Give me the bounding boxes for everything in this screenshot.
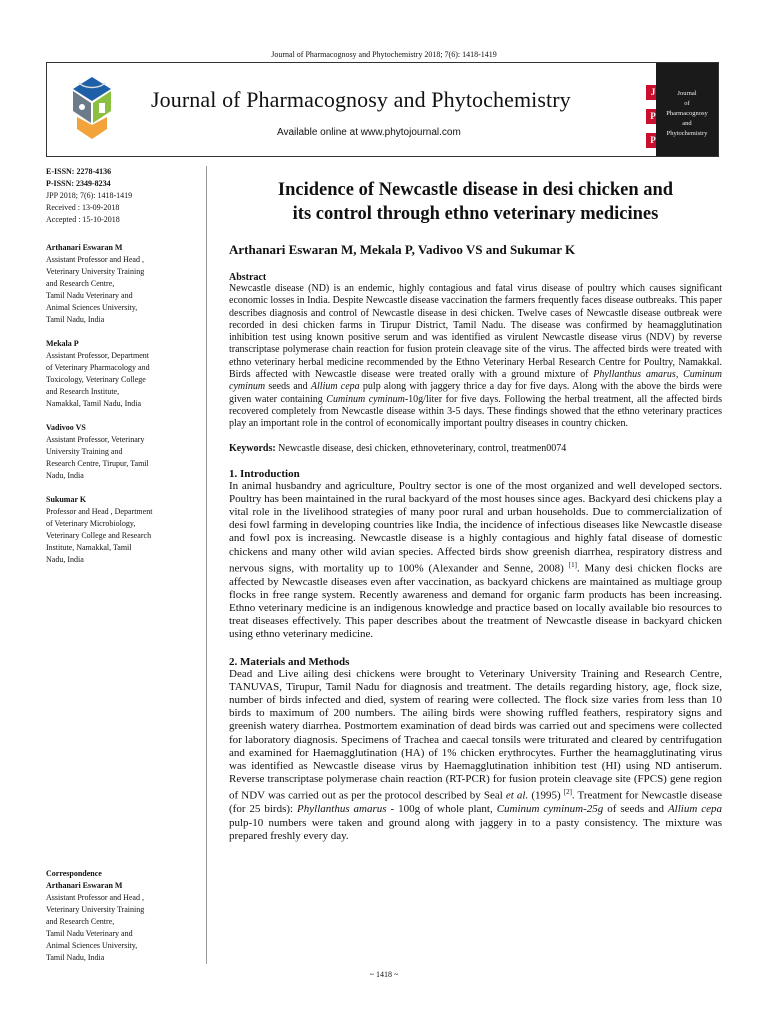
affiliation-line: Assistant Professor and Head , bbox=[46, 255, 144, 264]
correspondence-line: and Research Centre, bbox=[46, 917, 115, 926]
affiliation-author-name: Arthanari Eswaran M bbox=[46, 243, 123, 252]
article-title: Incidence of Newcastle disease in desi chicken and its control through ethno veterinary medicines bbox=[277, 180, 674, 224]
accepted-date: Accepted : 15-10-2018 bbox=[46, 215, 120, 224]
jpp-info: JPP 2018; 7(6): 1418-1419 bbox=[46, 191, 133, 200]
top-citation: Journal of Pharmacognosy and Phytochemistry 2018; 7(6): 1418-1419 bbox=[271, 50, 497, 59]
journal-title: Journal of Pharmacognosy and Phytochemistry bbox=[151, 87, 571, 112]
keywords: Keywords: Newcastle disease, desi chicken, ethnoveterinary, control, treatmen0074 bbox=[229, 442, 567, 454]
affiliations bbox=[46, 242, 206, 566]
affiliation-line: Animal Sciences University, bbox=[46, 303, 138, 312]
received-date: Received : 13-09-2018 bbox=[46, 203, 120, 212]
affiliation-line: Institute, Namakkal, Tamil bbox=[46, 543, 132, 552]
affiliation-line: Veterinary College and Research bbox=[46, 531, 152, 540]
correspondence-line: Assistant Professor and Head , bbox=[46, 893, 144, 902]
article-authors: Arthanari Eswaran M, Mekala P, Vadivoo VS and Sukumar K bbox=[229, 242, 576, 257]
eissn: E-ISSN: 2278-4136 bbox=[46, 167, 112, 176]
affiliation-block bbox=[46, 494, 206, 566]
journal-logo-icon bbox=[57, 73, 127, 145]
pissn: P-ISSN: 2349-8234 bbox=[46, 179, 111, 188]
section-introduction-heading: 1. Introduction bbox=[229, 467, 300, 480]
affiliation-line: Tamil Nadu, India bbox=[46, 315, 105, 324]
correspondence-label: Correspondence bbox=[46, 869, 102, 878]
affiliation-line: Nadu, India bbox=[46, 555, 84, 564]
affiliation-block bbox=[46, 422, 206, 482]
affiliation-line: Tamil Nadu Veterinary and bbox=[46, 291, 133, 300]
abstract-text: Newcastle disease (ND) is an endemic, highly contagious and fatal virus disease of poultry which causes significant economic losses in India. Despite Newcastle disease vaccination the farmers frequently faces disease outbreaks. This paper describes diagnosis and control of Newcastle disease in desi chicken. Twelve cases of Newcastle disease outbreak were recorded in desi chicken farms in Tirupur District, Tamil Nadu. The disease was confirmed by heamagglutination inhibition test using known positive serum and was identified as virulent Newcastle disease virus (NDV) by reverse transcriptase polymerase chain reaction for fusion protein cleavage site of the virus. The affected birds were treated with ethno veterinary herbal medicine recommended by the Ethno Veterinary Herbal Research Centre for Poultry, Namakkal. Birds affected with Newcastle disease were treated orally with a ground mixture of Phyllanthus amarus, Cuminum cyminum seeds and Allium cepa pulp along with jaggery thrice a day for five days. Along with the above the birds were given water containing Cuminum cyminum-10g/liter for five days. Following the herbal treatment, all the affected birds recovered completely from Newcastle disease within 3-5 days. These findings showed that the ethno veterinary practices play an important role in the control of economically important poultry diseases in country chicken. bbox=[229, 283, 723, 430]
affiliation-author-name: Vadivoo VS bbox=[46, 423, 86, 432]
affiliation-line: Assistant Professor, Department bbox=[46, 351, 149, 360]
affiliation-block bbox=[46, 242, 206, 326]
affiliation-line: Assistant Professor, Veterinary bbox=[46, 435, 145, 444]
affiliation-author-name: Sukumar K bbox=[46, 495, 87, 504]
page-number: ~ 1418 ~ bbox=[369, 970, 399, 979]
affiliation-line: Veterinary University Training bbox=[46, 267, 145, 276]
column-divider bbox=[206, 166, 207, 964]
affiliation-line: Research Centre, Tirupur, Tamil bbox=[46, 459, 149, 468]
correspondence-line: Animal Sciences University, bbox=[46, 941, 138, 950]
left-column bbox=[46, 166, 206, 566]
letter-p2: P bbox=[646, 133, 660, 148]
correspondence-name: Arthanari Eswaran M bbox=[46, 881, 123, 890]
correspondence-line: Tamil Nadu, India bbox=[46, 953, 105, 962]
correspondence-block bbox=[46, 868, 206, 964]
correspondence-line: Veterinary University Training bbox=[46, 905, 145, 914]
affiliation-line: and Research Centre, bbox=[46, 279, 115, 288]
affiliation-line: University Training and bbox=[46, 447, 123, 456]
letter-j: J bbox=[646, 85, 660, 100]
affiliation-line: Nadu, India bbox=[46, 471, 84, 480]
correspondence-address bbox=[46, 892, 206, 964]
correspondence-line: Tamil Nadu Veterinary and bbox=[46, 929, 133, 938]
methods-text: Dead and Live ailing desi chickens were brought to Veterinary University Training and Research Centre, TANUVAS, Tirupur, Tamil Nadu for diagnosis and treatment. The details regarding history, age, flock size, number of birds infected and died, system of rearing were collected. The flock size varies from less than 10 birds to maximum of 200 numbers. The ailing birds were showing ruffled feathers, respiratory signs and greenish watery diarrhea. Postmortem examination of dead birds was carried out and specimens were collected for laboratory diagnosis. Specimens of Trachea and caecal tonsils were triturated and cleared by centrifugation and examined for Haemagglutination (HA) of 1% chicken erythrocytes. Further the heamagglutinating virus was identified as Newcastle disease virus by Haemagglutination inhibition test (HI) using ND antiserum. Reverse transcriptase polymerase chain reaction (RT-PCR) for fusion protein cleavage site (FPCS) gene region of NDV was carried out as per the protocol described by Seal et al. (1995) [2]. Treatment for Newcastle disease (for 25 birds): Phyllanthus amarus - 100g of whole plant, Cuminum cyminum-25g of seeds and Allium cepa pulp-10 numbers were taken and ground along with jaggery in to a pasty consistency. The mixture was prepared freshly every day. bbox=[229, 667, 723, 842]
affiliation-line: of Veterinary Microbiology, bbox=[46, 519, 136, 528]
issn-block bbox=[46, 166, 206, 226]
affiliation-line: Namakkal, Tamil Nadu, India bbox=[46, 399, 142, 408]
affiliation-block bbox=[46, 338, 206, 410]
affiliation-line: and Research Institute, bbox=[46, 387, 120, 396]
letter-p1: P bbox=[646, 109, 660, 124]
main-column bbox=[229, 178, 722, 843]
journal-banner bbox=[46, 62, 719, 157]
affiliation-line: Toxicology, Veterinary College bbox=[46, 375, 146, 384]
abstract-heading: Abstract bbox=[229, 272, 267, 283]
affiliation-line: of Veterinary Pharmacology and bbox=[46, 363, 150, 372]
affiliation-author-name: Mekala P bbox=[46, 339, 79, 348]
journal-side-box: Journal of Pharmacognosy and Phytochemistry bbox=[656, 63, 718, 156]
section-methods-heading: 2. Materials and Methods bbox=[229, 655, 350, 668]
affiliation-line: Professor and Head , Department bbox=[46, 507, 153, 516]
introduction-text: In animal husbandry and agriculture, Poultry sector is one of the most organized and well developed sectors. Poultry has been maintained in the rural backyard of the most houses since ages. Backyard desi chickens play a vital role in the livelihood strategies of many poor rural and urban households. Due to commercialization of desi fowl farming in developing countries like India, the incidence of infectious diseases like Newcastle disease and fowl pox is increasing. Newcastle disease is a highly contagious and highly fatal disease of domestic chickens and many other wild avian species. Affected birds show greenish diarrhea, respiratory distress and nervous signs, with mortality up to 100% (Alexander and Senne, 2008) [1]. Many desi chicken flocks are affected by Newcastle diseases even after vaccination, as backyard chickens are maintained as multiage group flocks in free range system. Recently awareness and demand for organic farm products has been increasing. Ethno veterinary medicine is an indigenous knowledge and practice based on locally available bio resources to treat diseases effectively. This paper describes about the treatment of Newcastle disease in backyard chicken using ethno veterinary medicine. bbox=[229, 479, 722, 641]
available-online: Available online at www.phytojournal.com bbox=[277, 127, 461, 138]
